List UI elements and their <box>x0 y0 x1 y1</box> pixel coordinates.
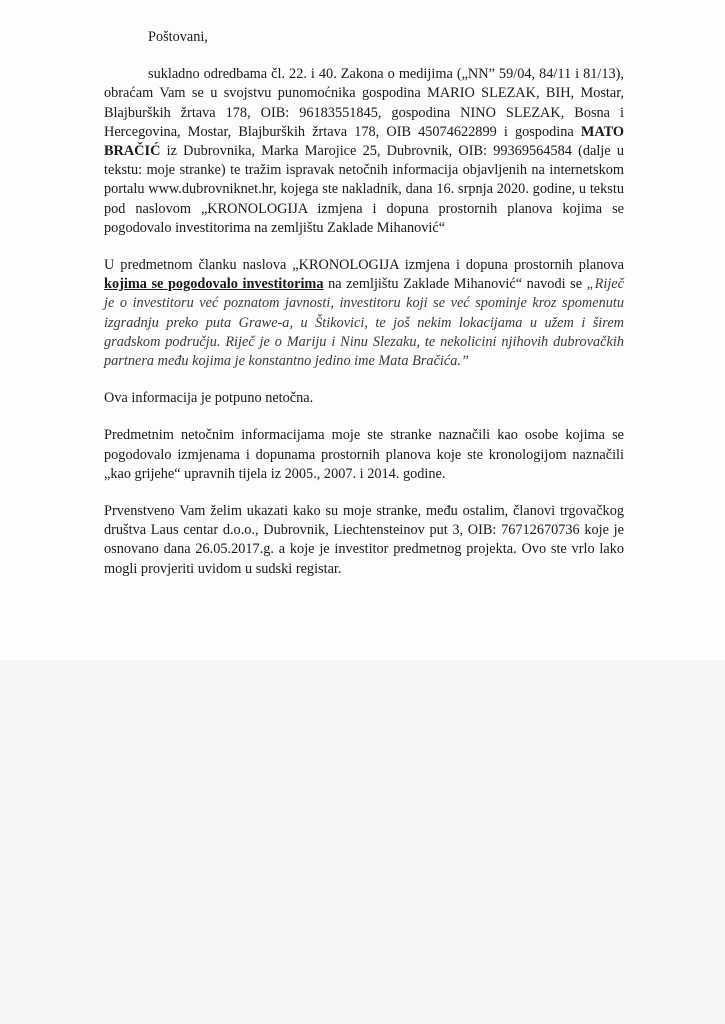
paragraph-request-text-1: sukladno odredbama čl. 22. i 40. Zakona o medijima („NN” 59/04, 84/11 i 81/13), obraćam Vam se u svojstvu punomoćnika gospodina MARIO SLEZAK, BIH, Mostar, Blajburških žrtava 178, OIB: 96183551845, gospodina NINO SLEZAK, Bosna i Hercegovina, Mostar, Blajburških žrtava 178, OIB 45074622899 i gospodina <box>104 66 624 140</box>
paragraph-article <box>104 256 624 371</box>
paragraph-company: Prvenstveno Vam želim ukazati kako su moje stranke, među ostalim, članovi trgovačkog društva Laus centar d.o.o., Dubrovnik, Liechtensteinov put 3, OIB: 76712670736 koje je osnovano dana 26.05.2017.g. a koje je investitor predmetnog projekta. Ovo ste vrlo lako mogli provjeriti uvidom u sudski registar. <box>104 503 624 577</box>
scan-lower-area <box>0 660 725 1024</box>
paragraph-article-text-1: U predmetnom članku naslova „KRONOLOGIJA izmjena i dopuna prostornih planova <box>104 257 624 274</box>
letter-body <box>104 28 624 579</box>
client-name-mato-bracic: MATO BRAČIĆ <box>104 123 624 160</box>
paragraph-article-text-2: na zemljištu Zaklade Mihanović“ navodi se <box>323 276 587 293</box>
article-quote: „Riječ je o investitoru već poznatom javnosti, investitoru koji se već spominje kroz spomenutu izgradnju preko puta Grawe-a, u Štikovici, te još nekim lokacijama u užem i širem gradskom području. Riječ je o Mariju i Ninu Slezaku, te nekolicini njihovih dubrovačkih partnera među kojima je konstantno jedino ime Mata Bračića.” <box>104 276 624 370</box>
greeting: Poštovani, <box>148 29 208 45</box>
article-emphasis: kojima se pogodovalo investitorima <box>104 276 324 293</box>
paragraph-statement: Ova informacija je potpuno netočna. <box>104 390 314 407</box>
paragraph-request <box>104 65 624 238</box>
paragraph-consequence: Predmetnim netočnim informacijama moje ste stranke naznačili kao osobe kojima se pogodovalo izmjenama i dopunama prostornih planova koje ste kronologijom naznačili „kao grijehe“ upravnih tijela iz 2005., 2007. i 2014. godine. <box>104 427 624 482</box>
paragraph-request-text-2: iz Dubrovnika, Marka Marojice 25, Dubrovnik, OIB: 99369564584 (dalje u tekstu: moje stranke) te tražim ispravak netočnih informacija objavljenih na internetskom portalu www.dubrovniknet.hr, kojega ste nakladnik, dana 16. srpnja 2020. godine, u tekstu pod naslovom „KRONOLOGIJA izmjena i dopuna prostornih planova kojima se pogodovalo investitorima na zemljištu Zaklade Mihanović“ <box>104 143 624 236</box>
